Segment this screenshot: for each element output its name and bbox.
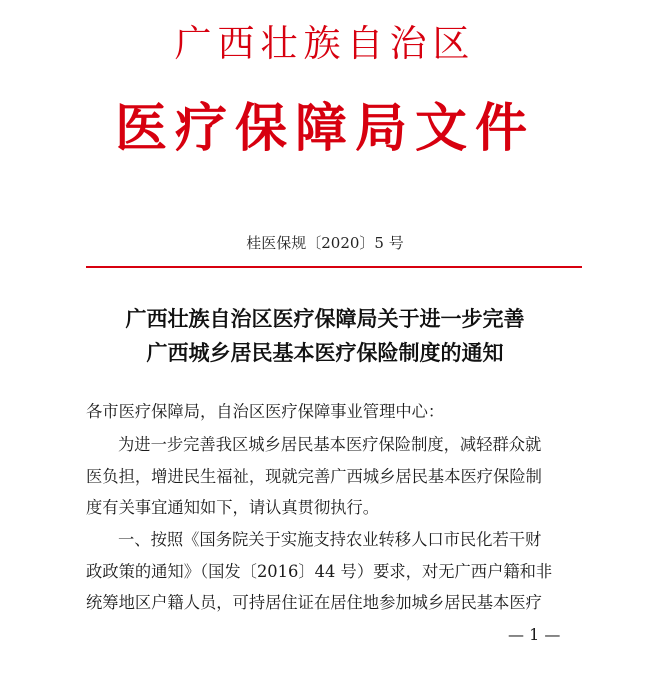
issuer-header-line1: 广西壮族自治区 bbox=[174, 22, 476, 65]
recipients-line: 各市医疗保障局，自治区医疗保障事业管理中心： bbox=[86, 402, 445, 421]
issuer-header-line2: 医疗保障局文件 bbox=[114, 98, 535, 159]
paragraph-2-line-3: 统筹地区户籍人员，可持居住证在居住地参加城乡居民基本医疗 bbox=[86, 593, 542, 612]
paragraph-1-line-2: 医负担，增进民生福祉，现就完善广西城乡居民基本医疗保险制 bbox=[86, 467, 542, 486]
paragraph-1-line-1: 为进一步完善我区城乡居民基本医疗保险制度，减轻群众就 bbox=[118, 435, 542, 454]
paragraph-1-line-3: 度有关事宜通知如下，请认真贯彻执行。 bbox=[86, 498, 380, 517]
page-number: — 1 — bbox=[508, 625, 561, 644]
red-separator-line bbox=[86, 266, 582, 268]
document-title-line1: 广西壮族自治区医疗保障局关于进一步完善 bbox=[125, 306, 525, 331]
document-number: 桂医保规〔2020〕5 号 bbox=[246, 234, 404, 252]
document-title-line2: 广西城乡居民基本医疗保险制度的通知 bbox=[146, 340, 504, 365]
paragraph-2-line-1: 一、按照《国务院关于实施支持农业转移人口市民化若干财 bbox=[118, 530, 542, 549]
paragraph-2-line-2: 政政策的通知》（国发〔2016〕44 号）要求，对无广西户籍和非 bbox=[86, 562, 553, 581]
